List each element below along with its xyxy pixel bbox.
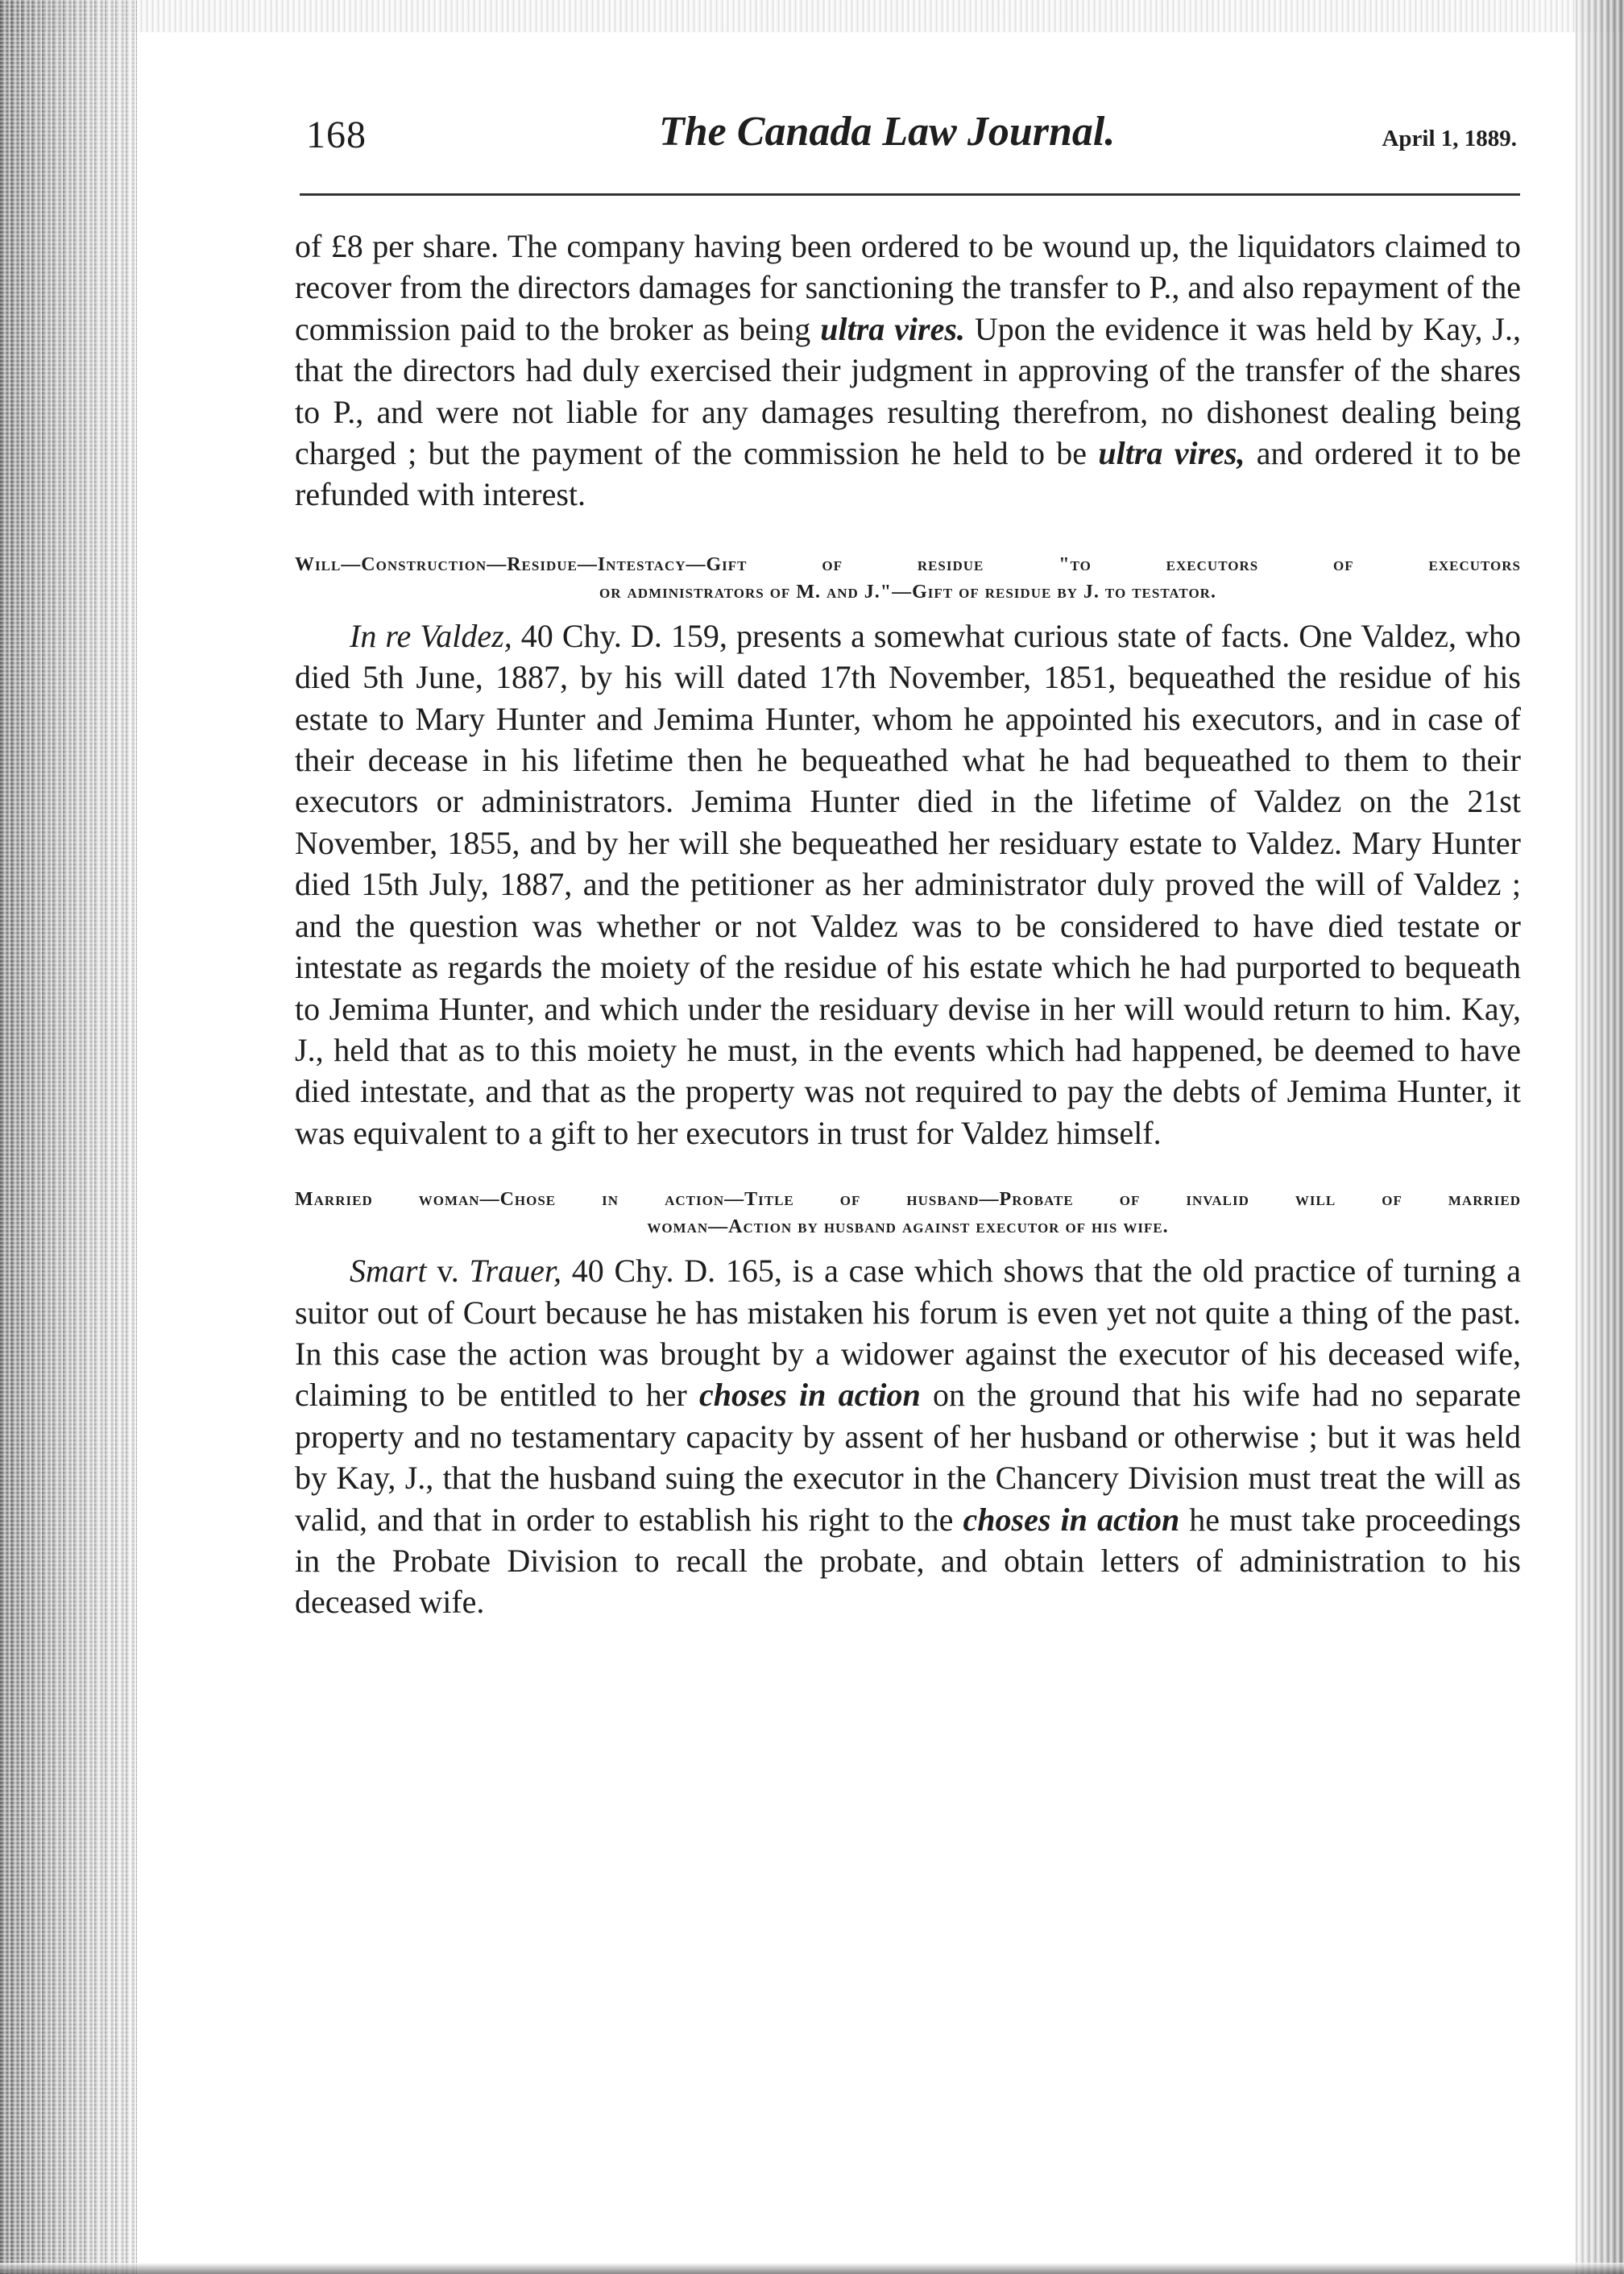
intro-text-3: and ordered it to be refunded with interest.	[295, 435, 1522, 513]
scan-top-edge	[0, 0, 1624, 32]
valdez-text: 40 Chy. D. 159, presents a somewhat curious state of facts. One Valdez, who died 5th June, 1887, by his will dated 17th November, 1851, bequeathed the residue of his estate to Mary Hunter and Jemima Hunter, whom he appointed his executors, and in case of their decease in his lifetime then he bequeathed what he had bequeathed to them to their executors or administrators. Jemima Hunter died in the lifetime of Valdez on the 21st November, 1855, and by her will she bequeathed her residuary estate to Valdez. Mary Hunter died 15th July, 1887, and the petitioner as her administrator duly proved the will of Valdez ; and the question was whether or not Valdez was to be considered to have died testate or intestate as regards the moiety of the residue of his estate which he had purported to bequeath to Jemima Hunter, and which under the residuary devise in her will would return to him. Kay, J., held that as to this moiety he must, in the events which had happened, be deemed to have died intestate, and that as the property was not required to pay the debts of Jemima Hunter, it was equivalent to a gift to her executors in trust for Valdez himself.	[295, 617, 1521, 1151]
case-name-defendant: Trauer,	[469, 1253, 561, 1290]
section-heading-line: woman—Action by husband against executor of his wife.	[647, 1216, 1169, 1238]
legal-term: choses in action	[963, 1501, 1180, 1538]
section-heading-married-woman	[295, 1186, 1521, 1241]
legal-term: choses in action	[698, 1377, 921, 1414]
journal-page	[280, 105, 1522, 1621]
scan-right-edge	[1576, 0, 1624, 2274]
intro-text-2: Upon the evidence it was held by Kay, J., that the directors had duly exercised their judgment in approving of the transfer of the shares to P., and were not liable for any damages resulting therefrom, no dishonest dealing being charged ; but the payment of the commission he held to be	[295, 310, 1522, 472]
intro-term-2: ultra vires,	[1098, 435, 1245, 472]
spacer	[295, 1154, 1521, 1186]
spacer	[295, 606, 1521, 615]
section-heading-line: Married woman—Chose in action—Title of husband—Probate of invalid will of married	[295, 1189, 1521, 1211]
page-header	[280, 105, 1517, 169]
journal-title: The Canada Law Journal.	[659, 109, 1116, 155]
spacer	[295, 1241, 1521, 1250]
intro-text-1: of £8 per share. The company having been ordered to be wound up, the liquidators claimed to recover from the directors damages for sanctioning the transfer to P., and also repayment of the commission paid to the broker as being	[295, 228, 1521, 347]
issue-date: April 1, 1889.	[1382, 126, 1517, 151]
section-heading-line: or administrators of M. and J."—Gift of residue by J. to testator.	[599, 581, 1216, 603]
smart-text-3: he must take proceedings in the Probate Division to recall the probate, and obtain letters of administration to his deceased wife.	[295, 1501, 1521, 1621]
scan-binding-edge	[0, 0, 137, 2274]
page-number: 168	[306, 114, 367, 156]
header-rule	[300, 193, 1520, 196]
smart-text-2: on the ground that his wife had no separate property and no testamentary capacity by assent of her husband or otherwise ; but it was held by Kay, J., that the husband suing the executor in the Chancery Division must treat the will as valid, and that in order to establish his right to the	[295, 1377, 1521, 1538]
case-name: In re Valdez,	[350, 617, 512, 654]
case-connector: v.	[426, 1253, 470, 1290]
smart-paragraph	[295, 1250, 1521, 1623]
article-body	[295, 226, 1521, 1623]
intro-paragraph	[295, 226, 1521, 516]
spacer	[295, 516, 1521, 551]
valdez-paragraph	[295, 615, 1521, 1154]
smart-text-1: 40 Chy. D. 165, is a case which shows that the old practice of turning a suitor out of Court because he has mistaken his forum is even yet not quite a thing of the past. In this case the action was brought by a widower against the executor of his deceased wife, claiming to be entitled to her	[295, 1253, 1521, 1414]
scan-bottom-edge	[0, 2263, 1624, 2274]
section-heading-valdez	[295, 551, 1521, 606]
case-name-plaintiff: Smart	[350, 1253, 427, 1290]
section-heading-line: Will—Construction—Residue—Intestacy—Gift of residue "to executors of executors	[295, 553, 1521, 575]
intro-term-1: ultra vires.	[820, 310, 965, 347]
